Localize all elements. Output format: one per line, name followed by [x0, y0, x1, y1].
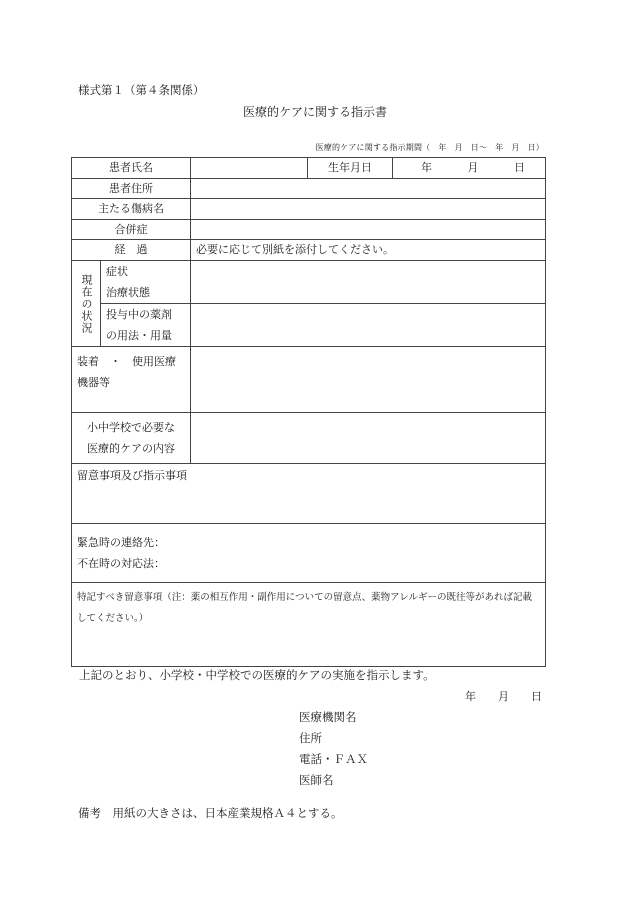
special-notes-field[interactable]: [72, 583, 546, 667]
row-special-notes: [72, 583, 546, 667]
birth-day-label: 日: [514, 161, 525, 174]
period-day-start: 日～: [470, 143, 488, 152]
doctor-name-label: 医師名: [299, 773, 334, 787]
birth-month-label: 月: [467, 161, 479, 174]
row-patient-address: [72, 179, 546, 199]
patient-address-field[interactable]: [191, 179, 546, 199]
row-notes-instructions: [72, 464, 546, 524]
row-devices: [72, 347, 546, 413]
birth-date-label: 生年月日: [308, 158, 393, 179]
medication-field[interactable]: [191, 304, 546, 347]
symptoms-label: [101, 261, 191, 304]
devices-label: 装着 ・ 使用医療機器等: [72, 347, 191, 413]
row-progress: [72, 240, 546, 261]
issue-day: 日: [531, 690, 542, 703]
symptoms-text: 症状: [106, 265, 128, 278]
devices-field[interactable]: [191, 347, 546, 413]
issue-year: 年: [465, 690, 476, 703]
complications-label: 合併症: [72, 220, 191, 240]
row-patient-name: [72, 158, 546, 179]
patient-name-label: 患者氏名: [72, 158, 191, 179]
issue-month: 月: [498, 690, 509, 703]
birth-date-field[interactable]: [393, 158, 546, 179]
medication-text: 投与中の薬剤: [106, 308, 172, 321]
medication-label: [101, 304, 191, 347]
current-status-label: 現在の状況: [72, 261, 101, 347]
dosage-text: の用法・用量: [106, 329, 172, 342]
emergency-field[interactable]: [72, 524, 546, 583]
treatment-status-text: 治療状態: [106, 286, 150, 299]
period-month-start: 月: [454, 143, 463, 152]
patient-address-label: 患者住所: [72, 179, 191, 199]
remark-note: 備考 用紙の大きさは、日本産業規格Ａ４とする。: [78, 806, 343, 820]
progress-label: 経 過: [72, 240, 191, 261]
instruction-form-table: [71, 157, 546, 667]
notes-instructions-label: 留意事項及び指示事項: [77, 469, 187, 482]
main-disease-label: 主たる傷病名: [72, 199, 191, 220]
institution-label: 医療機関名: [299, 710, 357, 724]
care-content-line1: 小中学校で必要な: [87, 421, 175, 434]
row-main-disease: [72, 199, 546, 220]
emergency-contact-label: 緊急時の連絡先：: [77, 536, 165, 549]
period-month-end: 月: [511, 143, 520, 152]
notes-instructions-field[interactable]: [72, 464, 546, 524]
symptoms-field[interactable]: [191, 261, 546, 304]
row-medication: [72, 304, 546, 347]
document-title: 医療的ケアに関する指示書: [242, 105, 387, 119]
progress-note[interactable]: 必要に応じて別紙を添付してください。: [191, 240, 546, 261]
care-content-line2: 医療的ケアの内容: [87, 442, 175, 455]
main-disease-field[interactable]: [191, 199, 546, 220]
row-emergency: [72, 524, 546, 583]
instruction-statement: 上記のとおり、小学校・中学校での医療的ケアの実施を指示します。: [79, 668, 435, 682]
row-care-content: [72, 413, 546, 464]
address-label: 住所: [299, 731, 322, 745]
absence-response-label: 不在時の対応法：: [77, 557, 165, 570]
row-symptoms: [72, 261, 546, 304]
period-day-end: 日）: [527, 143, 544, 152]
patient-name-field[interactable]: [191, 158, 308, 179]
special-notes-label: 特記すべき留意事項（注：薬の相互作用・副作用についての留意点、薬物アレルギーの既往等があれば記載してください。）: [77, 592, 533, 624]
issue-date: [443, 688, 542, 704]
form-number: 様式第１（第４条関係）: [78, 83, 205, 97]
doctor-info: [299, 707, 368, 791]
period-year-start: 年: [438, 143, 447, 152]
period-year-end: 年: [495, 143, 504, 152]
complications-field[interactable]: [191, 220, 546, 240]
row-complications: [72, 220, 546, 240]
care-content-field[interactable]: [191, 413, 546, 464]
birth-year-label: 年: [421, 161, 432, 174]
care-content-label: [72, 413, 191, 464]
period-label: 医療的ケアに関する指示期間（: [315, 143, 431, 152]
phone-fax-label: 電話・ＦＡＸ: [299, 752, 368, 766]
instruction-period: [316, 142, 544, 153]
